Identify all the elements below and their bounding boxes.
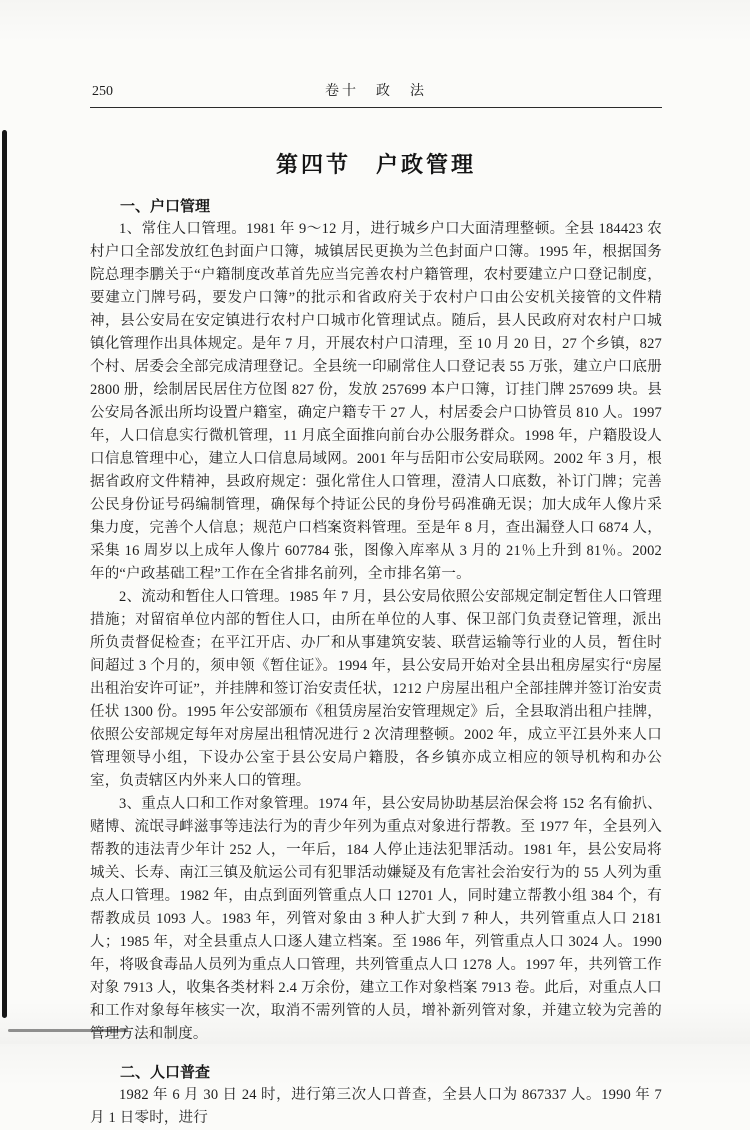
heading-household-registration: 一、户口管理: [120, 198, 211, 215]
page-number: 250: [92, 84, 113, 99]
heading-population-census: 二、人口普查: [120, 1064, 211, 1081]
scan-artifact-left-edge: [2, 130, 7, 1018]
page-content: [90, 82, 662, 1130]
page-header: [90, 82, 662, 102]
paragraph-census: 1982 年 6 月 30 日 24 时，进行第三次人口普查，全县人口为 867337 人。1990 年 7 月 1 日零时，进行: [90, 1087, 662, 1126]
running-head: 卷十 政 法: [325, 84, 427, 99]
paragraph-key-population-work-targets: 3、重点人口和工作对象管理。1974 年，县公安局协助基层治保会将 152 名有偷扒、赌博、流氓寻衅滋事等违法行为的青少年列为重点对象进行帮教。至 1977 年，全县列入帮教的违法青少年计 252 人，一年后，184 人停止违法犯罪活动。1981 年，县公安局将城关、长寿、南江三镇及航运公司有犯罪活动嫌疑及有危害社会治安行为的 55 人列为重点人口管理。1982 年，由点到面列管重点人口 12701 人，同时建立帮教小组 384 个，有帮教成员 1093 人。1983 年，列管对象由 3 种人扩大到 7 种人，共列管重点人口 2181 人；1985 年，对全县重点人口逐人建立档案。至 1986 年，列管重点人口 3024 人。1990 年，将吸食毒品人员列为重点人口管理，共列管重点人口 1278 人。1997 年，共列管工作对象 7913 人，收集各类材料 2.4 万余份，建立工作对象档案 7913 卷。此后，对重点人口和工作对象每年核实一次，取消不需列管的人员，增补新列管对象，并建立较为完善的管理方法和制度。: [90, 796, 662, 1042]
header-rule: [90, 107, 662, 108]
paragraph-resident-population-management: 1、常住人口管理。1981 年 9～12 月，进行城乡户口大面清理整顿。全县 184423 农村户口全部发放红色封面户口簿，城镇居民更换为兰色封面户口簿。1995 年，根据国务院总理李鹏关于“户籍制度改革首先应当完善农村户籍管理，农村要建立户口登记制度，要建立门牌号码，要发户口簿”的批示和省政府关于农村户口由公安机关接管的文件精神，县公安局在安定镇进行农村户口城市化管理试点。随后，县人民政府对农村户口城镇化管理作出具体规定。是年 7 月，开展农村户口清理，至 10 月 20 日，27 个乡镇，827 个村、居委会全部完成清理登记。全县统一印刷常住人口登记表 55 万张，建立户口底册 2800 册，绘制居民居住方位图 827 份，发放 257699 本户口簿，订挂门牌 257699 块。县公安局各派出所均设置户籍室，确定户籍专干 27 人，村居委会户口协管员 810 人。1997 年，人口信息实行微机管理，11 月底全面推向前台办公服务群众。1998 年，户籍股设人口信息管理中心，建立人口信息局域网。2001 年与岳阳市公安局联网。2002 年 3 月，根据省政府文件精神，县政府规定：强化常住人口管理，澄清人口底数，补订门牌；完善公民身份证号码编制管理，确保每个持证公民的身份号码准确无误；加大成年人像片采集力度，完善个人信息；规范户口档案资料管理。至是年 8 月，查出漏登人口 6874 人，采集 16 周岁以上成年人像片 607784 张，图像入库率从 3 月的 21％上升到 81％。2002 年的“户政基础工程”工作在全省排名前列，全市排名第一。: [90, 221, 662, 582]
section-title: 第四节 户政管理: [275, 152, 476, 177]
paragraph-floating-temporary-population: 2、流动和暂住人口管理。1985 年 7 月，县公安局依照公安部规定制定暂住人口管理措施；对留宿单位内部的暂住人口，由所在单位的人事、保卫部门负责登记管理，派出所负责督促检查；在平江开店、办厂和从事建筑安装、联营运输等行业的人员，暂住时间超过 3 个月的，须申领《暂住证》。1994 年，县公安局开始对全县出租房屋实行“房屋出租治安许可证”，并挂牌和签订治安责任状，1212 户房屋出租户全部挂牌并签订治安责任状 1300 份。1995 年公安部颁布《租赁房屋治安管理规定》后，全县取消出租户挂牌，依照公安部规定每年对房屋出租情况进行 2 次清理整顿。2002 年，成立平江县外来人口管理领导小组，下设办公室于县公安局户籍股，各乡镇亦成立相应的领导机构和办公室，负责辖区内外来人口的管理。: [90, 589, 662, 789]
